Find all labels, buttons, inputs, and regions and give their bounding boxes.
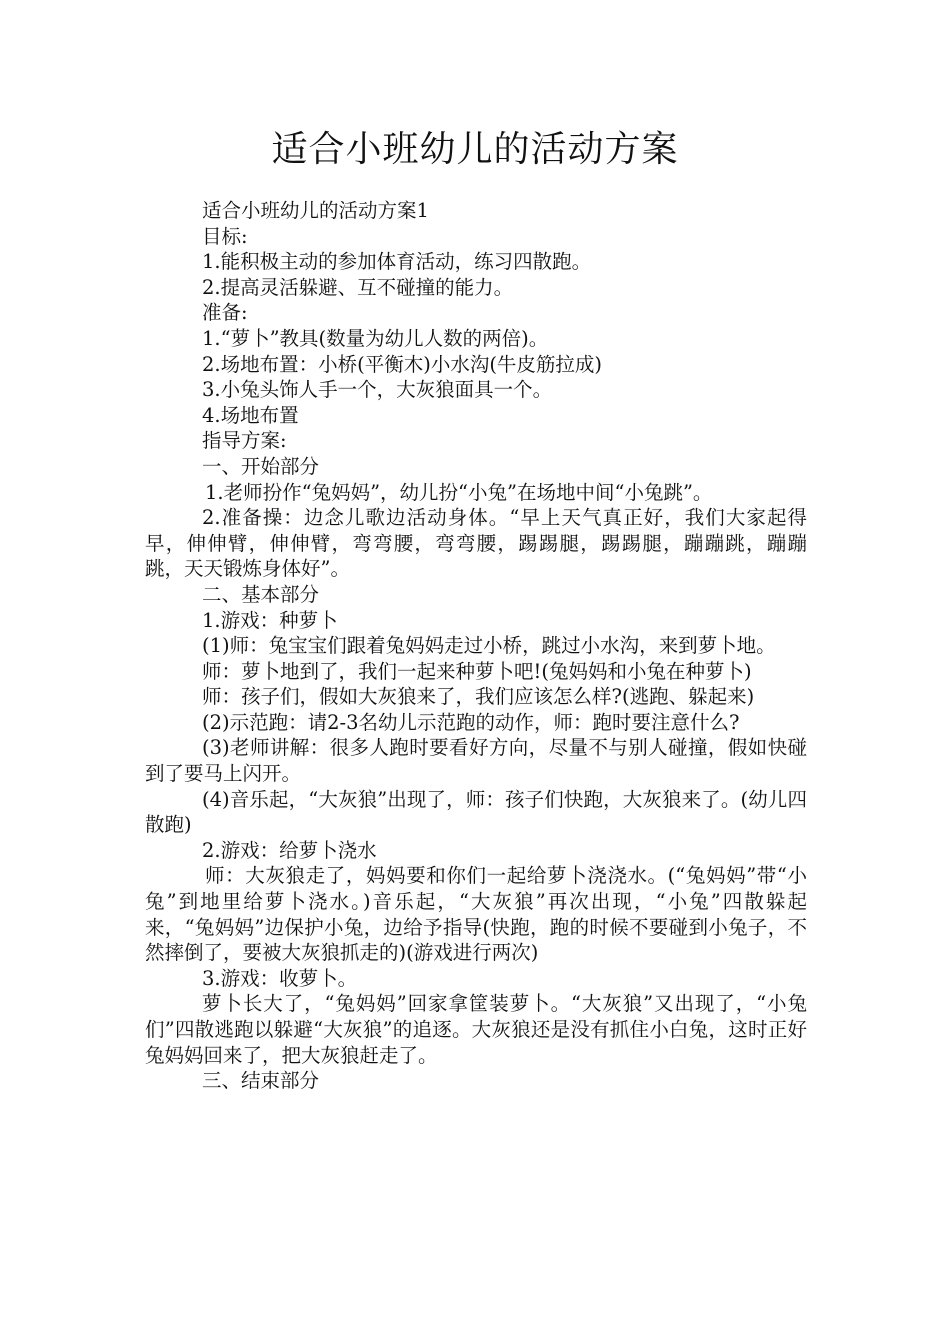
part-heading: 一、开始部分 [202,454,320,478]
prep-heading: 准备: [202,301,248,325]
paragraph: (4)音乐起，“大灰狼”出现了，师：孩子们快跑，大灰狼来了。(幼儿四散跑) [145,787,807,837]
paragraph: 师：孩子们，假如大灰狼来了，我们应该怎么样?(逃跑、躲起来) [202,685,755,709]
game-heading: 2.游戏：给萝卜浇水 [202,838,377,862]
prep-item: 1.“萝卜”教具(数量为幼儿人数的两倍)。 [202,326,549,350]
document-title: 适合小班幼儿的活动方案 [271,129,679,170]
paragraph: (2)示范跑：请2-3名幼儿示范跑的动作，师：跑时要注意什么? [202,710,740,734]
part-heading: 二、基本部分 [202,582,320,606]
paragraph: (1)师：兔宝宝们跟着兔妈妈走过小桥，跳过小水沟，来到萝卜地。 [202,634,776,658]
guide-heading: 指导方案: [202,429,287,453]
game-heading: 1.游戏：种萝卜 [202,608,338,632]
goal-item: 2.提高灵活躲避、互不碰撞的能力。 [202,275,514,299]
game-heading: 3.游戏：收萝卜。 [202,966,358,990]
paragraph: 萝卜长大了，“兔妈妈”回家拿筐装萝卜。“大灰狼”又出现了，“小兔们”四散逃跑以躲避“大灰狼”的追逐。大灰狼还是没有抓住小白兔，这时正好兔妈妈回来了，把大灰狼赶走了。 [145,992,807,1067]
paragraph: 师：大灰狼走了，妈妈要和你们一起给萝卜浇浇水。(“兔妈妈”带“小兔”到地里给萝卜浇水。)音乐起，“大灰狼”再次出现，“小兔”四散躲起来，“兔妈妈”边保护小兔，边给予指导(快跑，跑的时候不要碰到小兔子，不然摔倒了，要被大灰狼抓走的)(游戏进行两次) [145,864,807,965]
paragraph: 2.准备操：边念儿歌边活动身体。“早上天气真正好，我们大家起得早，伸伸臂，伸伸臂，弯弯腰，弯弯腰，踢踢腿，踢踢腿，蹦蹦跳，蹦蹦跳，天天锻炼身体好”。 [145,506,807,581]
paragraph: 师：萝卜地到了，我们一起来种萝卜吧!(兔妈妈和小兔在种萝卜) [202,659,752,683]
paragraph: (3)老师讲解：很多人跑时要看好方向，尽量不与别人碰撞，假如快碰到了要马上闪开。 [145,736,807,786]
document-body [145,198,807,1094]
goal-item: 1.能积极主动的参加体育活动，练习四散跑。 [202,250,592,274]
section-heading: 适合小班幼儿的活动方案1 [202,199,429,222]
prep-item: 4.场地布置 [202,403,299,427]
paragraph: 1.老师扮作“兔妈妈”，幼儿扮“小兔”在场地中间“小兔跳”。 [205,480,713,504]
prep-item: 3.小兔头饰人手一个，大灰狼面具一个。 [202,378,553,402]
prep-item: 2.场地布置：小桥(平衡木)小水沟(牛皮筋拉成) [202,352,603,376]
goal-heading: 目标: [202,224,248,248]
part-heading: 三、结束部分 [202,1069,320,1093]
